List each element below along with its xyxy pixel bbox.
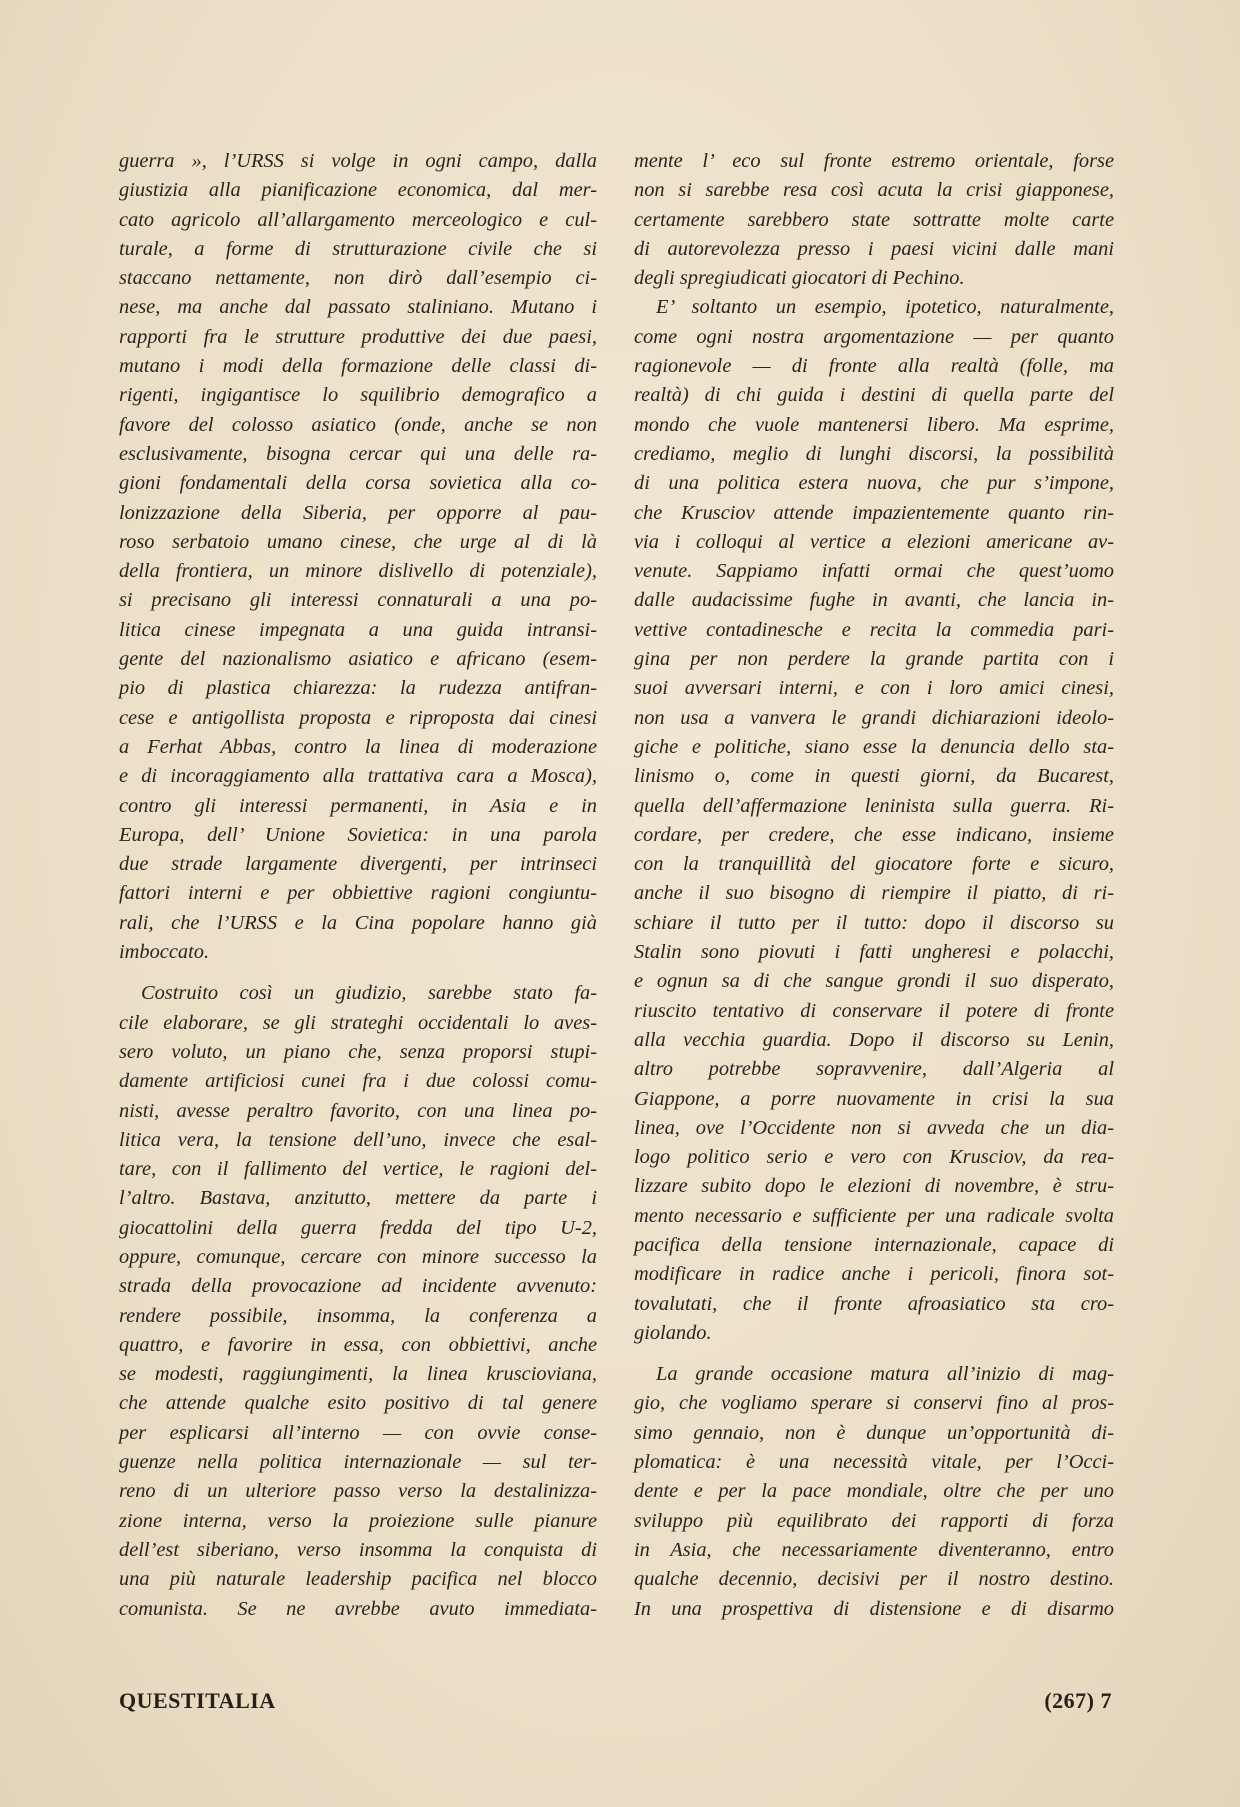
text-line: certamente sarebbero state sottratte molte carte <box>634 208 1114 231</box>
text-line: e di incoraggiamento alla trattativa cara a Mosca), <box>119 765 597 788</box>
text-line: se modesti, raggiungimenti, la linea kruscioviana, <box>119 1363 597 1386</box>
text-line: fattori interni e per obbiettive ragioni congiuntu- <box>119 882 597 905</box>
text-line: gente del nazionalismo asiatico e africano (esem- <box>119 648 597 671</box>
text-line: alla vecchia guardia. Dopo il discorso su Lenin, <box>634 1028 1114 1051</box>
text-line: rapporti fra le strutture produttive dei due paesi, <box>119 325 597 348</box>
text-line: strada della provocazione ad incidente avvenuto: <box>119 1275 597 1298</box>
text-line: crediamo, meglio di lunghi discorsi, la possibilità <box>634 442 1114 465</box>
paragraph <box>634 293 1114 1348</box>
text-line: due strade largamente divergenti, per intrinseci <box>119 853 597 876</box>
text-line: anche il suo bisogno di riempire il piatto, di ri- <box>634 882 1114 905</box>
paragraph <box>119 147 597 967</box>
text-line: giocattolini della guerra fredda del tipo U-2, <box>119 1216 597 1239</box>
text-line: damente artificiosi cunei fra i due colossi comu- <box>119 1070 597 1093</box>
text-line: di una politica estera nuova, che pur s’impone, <box>634 472 1114 495</box>
text-line: Europa, dell’ Unione Sovietica: in una parola <box>119 823 597 846</box>
text-line: vettive contadinesche e recita la commedia pari- <box>634 618 1114 641</box>
text-line: giche e politiche, siano esse la denuncia dello sta- <box>634 735 1114 758</box>
text-line: come ogni nostra argomentazione — per quanto <box>634 325 1114 348</box>
text-line: In una prospettiva di distensione e di disarmo <box>634 1597 1114 1620</box>
text-line: si precisano gli interessi connaturali a una po- <box>119 589 597 612</box>
text-line: plomatica: è una necessità vitale, per l’Occi- <box>634 1451 1114 1474</box>
text-line: di autorevolezza presso i paesi vicini dalle mani <box>634 237 1114 260</box>
text-line: ragionevole — di fronte alla realtà (folle, ma <box>634 355 1114 378</box>
right-text-column <box>634 147 1114 1624</box>
text-line: schiare il tutto per il tutto: dopo il discorso su <box>634 911 1114 934</box>
text-line: imboccato. <box>119 941 210 964</box>
paragraph <box>634 147 1114 293</box>
text-line: rendere possibile, insomma, la conferenza a <box>119 1304 597 1327</box>
text-line: suoi avversari interni, e con i loro amici cinesi, <box>634 677 1114 700</box>
text-line: linismo o, come in questi giorni, da Bucarest, <box>634 765 1114 788</box>
left-text-column <box>119 147 597 1624</box>
text-line: con la tranquillità del giocatore forte e sicuro, <box>634 853 1114 876</box>
text-line: simo gennaio, non è dunque un’opportunità di- <box>634 1421 1114 1444</box>
text-line: cordare, per credere, che esse indicano, insieme <box>634 823 1114 846</box>
text-line: rali, che l’URSS e la Cina popolare hanno già <box>119 911 597 934</box>
text-line: lizzare subito dopo le elezioni di novembre, è stru- <box>634 1175 1114 1198</box>
text-line: linea, ove l’Occidente non si avveda che un dia- <box>634 1116 1114 1139</box>
text-line: giustizia alla pianificazione economica, dal mer- <box>119 179 597 202</box>
text-line: non si sarebbe resa così acuta la crisi giapponese, <box>634 179 1114 202</box>
text-line: sero voluto, un piano che, senza proporsi stupi- <box>119 1040 597 1063</box>
text-line: guenze nella politica internazionale — sul ter- <box>119 1451 597 1474</box>
text-line: dente e per la pace mondiale, oltre che per uno <box>634 1480 1114 1503</box>
text-line: La grande occasione matura all’inizio di mag- <box>656 1363 1114 1386</box>
text-line: sviluppo più equilibrato dei rapporti di forza <box>634 1509 1114 1532</box>
text-line: lonizzazione della Siberia, per opporre al pau- <box>119 501 597 524</box>
text-line: venute. Sappiamo infatti ormai che quest’uomo <box>634 560 1114 583</box>
text-line: qualche decennio, decisivi per il nostro destino. <box>634 1568 1114 1591</box>
text-line: cato agricolo all’allargamento merceologico e cul- <box>119 208 597 231</box>
text-line: a Ferhat Abbas, contro la linea di moderazione <box>119 735 597 758</box>
text-line: degli spregiudicati giocatori di Pechino. <box>634 267 965 290</box>
text-line: litica vera, la tensione dell’uno, invece che esal- <box>119 1128 597 1151</box>
text-line: gio, che vogliamo sperare si conservi fino al pros- <box>634 1392 1114 1415</box>
text-line: tovalutati, che il fronte afroasiatico sta cro- <box>634 1292 1114 1315</box>
text-line: cile elaborare, se gli strateghi occidentali lo aves- <box>119 1011 597 1034</box>
text-line: che attende qualche esito positivo di tal genere <box>119 1392 597 1415</box>
text-line: quattro, e favorire in essa, con obbiettivi, anche <box>119 1333 597 1356</box>
paragraph <box>634 1360 1114 1624</box>
text-line: gioni fondamentali della corsa sovietica alla co- <box>119 472 597 495</box>
text-line: logo politico serio e vero con Krusciov, da rea- <box>634 1146 1114 1169</box>
page-number: (267) 7 <box>1044 1688 1112 1713</box>
publication-name: QUESTITALIA <box>119 1688 276 1713</box>
text-line: mento necessario e sufficiente per una radicale svolta <box>634 1204 1114 1227</box>
text-line: E’ soltanto un esempio, ipotetico, naturalmente, <box>656 296 1114 319</box>
text-line: Giappone, a porre nuovamente in crisi la sua <box>634 1087 1114 1110</box>
text-line: gina per non perdere la grande partita con i <box>634 648 1114 671</box>
text-line: della frontiera, un minore dislivello di potenziale), <box>119 560 597 583</box>
text-line: Costruito così un giudizio, sarebbe stato fa- <box>141 982 597 1005</box>
paragraph <box>119 979 597 1624</box>
text-line: in Asia, che necessariamente diventeranno, entro <box>634 1538 1114 1561</box>
text-line: staccano nettamente, non dirò dall’esempio ci- <box>119 267 597 290</box>
text-line: pio di plastica chiarezza: la rudezza antifran- <box>119 677 597 700</box>
text-line: guerra », l’URSS si volge in ogni campo, dalla <box>119 150 597 172</box>
text-line: riuscito tentativo di conservare il potere di fronte <box>634 999 1114 1022</box>
text-line: Stalin sono piovuti i fatti ungheresi e polacchi, <box>634 941 1114 964</box>
text-line: nese, ma anche dal passato staliniano. Mutano i <box>119 296 597 319</box>
text-line: dalle audacissime fughe in avanti, che lancia in- <box>634 589 1114 612</box>
text-line: per esplicarsi all’interno — con ovvie conse- <box>119 1421 597 1444</box>
text-line: zione interna, verso la proiezione sulle pianure <box>119 1509 597 1532</box>
text-line: che Krusciov attende impazientemente quanto rin- <box>634 501 1114 524</box>
text-line: oppure, comunque, cercare con minore successo la <box>119 1245 597 1268</box>
text-line: nisti, avesse peraltro favorito, con una linea po- <box>119 1099 597 1122</box>
text-line: rigenti, ingigantisce lo squilibrio demografico a <box>119 384 597 407</box>
text-line: comunista. Se ne avrebbe avuto immediata- <box>119 1597 597 1620</box>
text-line: turale, a forme di strutturazione civile che si <box>119 237 597 260</box>
text-line: cese e antigollista proposta e riproposta dai cinesi <box>119 706 597 729</box>
text-line: mondo che vuole mantenersi libero. Ma esprime, <box>634 413 1114 436</box>
text-line: giolando. <box>634 1321 712 1344</box>
text-line: una più naturale leadership pacifica nel blocco <box>119 1568 597 1591</box>
text-line: pacifica della tensione internazionale, capace di <box>634 1233 1114 1256</box>
text-line: altro potrebbe sopravvenire, dall’Algeria al <box>634 1058 1114 1081</box>
text-line: quella dell’affermazione leninista sulla guerra. Ri- <box>634 794 1114 817</box>
text-line: favore del colosso asiatico (onde, anche se non <box>119 413 597 436</box>
text-line: mente l’ eco sul fronte estremo orientale, forse <box>634 150 1114 172</box>
text-line: roso serbatoio umano cinese, che urge al di là <box>119 530 597 553</box>
text-line: via i colloqui al vertice a elezioni americane av- <box>634 530 1114 553</box>
text-line: tare, con il fallimento del vertice, le ragioni del- <box>119 1158 597 1181</box>
text-line: contro gli interessi permanenti, in Asia e in <box>119 794 597 817</box>
text-line: reno di un ulteriore passo verso la destalinizza- <box>119 1480 597 1503</box>
text-line: dell’est siberiano, verso insomma la conquista di <box>119 1538 597 1561</box>
text-line: mutano i modi della formazione delle classi di- <box>119 355 597 378</box>
text-line: realtà) di chi guida i destini di quella parte del <box>634 384 1114 407</box>
text-line: litica cinese impegnata a una guida intransi- <box>119 618 597 641</box>
text-line: e ognun sa di che sangue grondi il suo disperato, <box>634 970 1114 993</box>
text-line: modificare in radice anche i pericoli, finora sot- <box>634 1263 1114 1286</box>
text-line: l’altro. Bastava, anzitutto, mettere da parte i <box>119 1187 597 1210</box>
text-line: non usa a vanvera le grandi dichiarazioni ideolo- <box>634 706 1114 729</box>
text-line: esclusivamente, bisogna cercar qui una delle ra- <box>119 442 597 465</box>
